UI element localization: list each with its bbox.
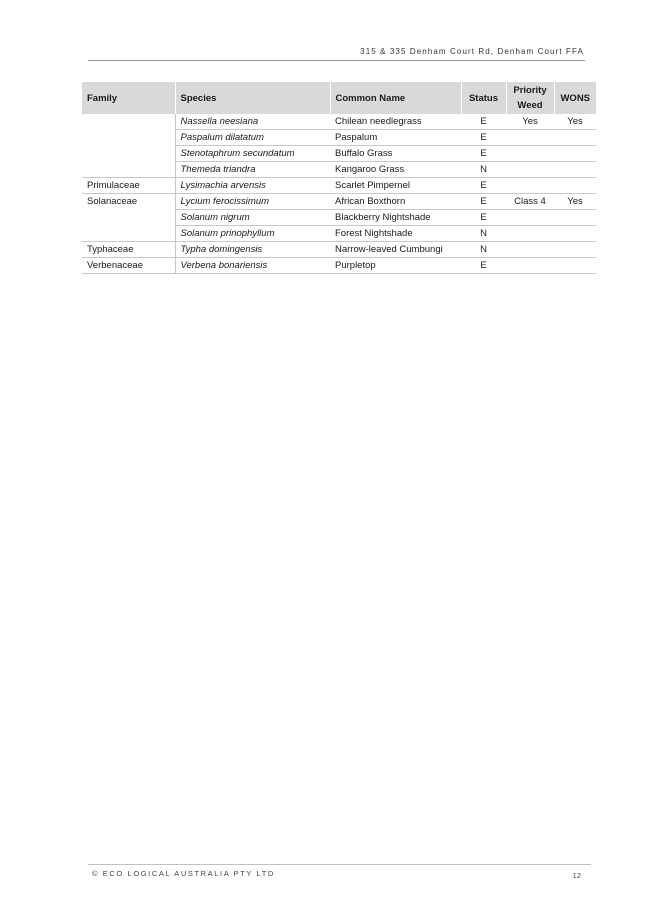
cell-status: N — [461, 162, 506, 178]
table-row — [82, 130, 596, 146]
cell-species: Nassella neesiana — [175, 114, 330, 130]
cell-status: E — [461, 146, 506, 162]
cell-family — [82, 226, 175, 242]
cell-common-name: African Boxthorn — [330, 194, 461, 210]
cell-priority-weed — [506, 162, 554, 178]
column-header-status: Status — [461, 82, 506, 114]
cell-priority-weed: Class 4 — [506, 194, 554, 210]
cell-common-name: Chilean needlegrass — [330, 114, 461, 130]
cell-status: E — [461, 130, 506, 146]
cell-species: Paspalum dilatatum — [175, 130, 330, 146]
cell-family: Typhaceae — [82, 242, 175, 258]
header-divider — [88, 60, 585, 61]
cell-priority-weed — [506, 226, 554, 242]
cell-priority-weed — [506, 258, 554, 274]
cell-priority-weed — [506, 146, 554, 162]
species-table — [82, 82, 596, 274]
page-number: 12 — [572, 871, 581, 880]
table-row — [82, 258, 596, 274]
cell-family — [82, 146, 175, 162]
cell-wons — [554, 130, 596, 146]
table-row — [82, 210, 596, 226]
cell-species: Solanum nigrum — [175, 210, 330, 226]
cell-status: E — [461, 258, 506, 274]
column-header-priority-weed: Priority Weed — [506, 82, 554, 114]
cell-priority-weed — [506, 242, 554, 258]
table-row — [82, 146, 596, 162]
cell-family — [82, 114, 175, 130]
cell-status: E — [461, 114, 506, 130]
cell-species: Lycium ferocissimum — [175, 194, 330, 210]
cell-status: E — [461, 194, 506, 210]
cell-wons — [554, 162, 596, 178]
cell-wons — [554, 258, 596, 274]
cell-priority-weed: Yes — [506, 114, 554, 130]
cell-wons — [554, 226, 596, 242]
cell-common-name: Buffalo Grass — [330, 146, 461, 162]
table-row — [82, 194, 596, 210]
header-title: 315 & 335 Denham Court Rd, Denham Court FFA — [360, 47, 584, 56]
column-header-wons: WONS — [554, 82, 596, 114]
table-row — [82, 178, 596, 194]
cell-family — [82, 210, 175, 226]
cell-status: N — [461, 242, 506, 258]
table-row — [82, 114, 596, 130]
cell-wons — [554, 178, 596, 194]
cell-common-name: Blackberry Nightshade — [330, 210, 461, 226]
cell-species: Verbena bonariensis — [175, 258, 330, 274]
cell-wons — [554, 242, 596, 258]
column-header-family: Family — [82, 82, 175, 114]
cell-priority-weed — [506, 210, 554, 226]
table-header-row — [82, 82, 596, 114]
cell-family: Solanaceae — [82, 194, 175, 210]
cell-species: Lysimachia arvensis — [175, 178, 330, 194]
cell-common-name: Scarlet Pimpernel — [330, 178, 461, 194]
table-row — [82, 242, 596, 258]
cell-species: Themeda triandra — [175, 162, 330, 178]
cell-priority-weed — [506, 178, 554, 194]
cell-common-name: Forest Nightshade — [330, 226, 461, 242]
table-row — [82, 162, 596, 178]
cell-family — [82, 162, 175, 178]
cell-species: Stenotaphrum secundatum — [175, 146, 330, 162]
cell-wons: Yes — [554, 194, 596, 210]
cell-status: E — [461, 178, 506, 194]
cell-species: Solanum prinophyllum — [175, 226, 330, 242]
cell-status: N — [461, 226, 506, 242]
table-row — [82, 226, 596, 242]
cell-priority-weed — [506, 130, 554, 146]
cell-status: E — [461, 210, 506, 226]
cell-common-name: Paspalum — [330, 130, 461, 146]
cell-wons — [554, 146, 596, 162]
cell-family — [82, 130, 175, 146]
footer-divider — [88, 864, 591, 865]
column-header-common-name: Common Name — [330, 82, 461, 114]
footer-company: © ECO LOGICAL AUSTRALIA PTY LTD — [92, 869, 275, 878]
cell-species: Typha domingensis — [175, 242, 330, 258]
cell-common-name: Purpletop — [330, 258, 461, 274]
cell-family: Primulaceae — [82, 178, 175, 194]
column-header-species: Species — [175, 82, 330, 114]
cell-wons — [554, 210, 596, 226]
cell-wons: Yes — [554, 114, 596, 130]
cell-common-name: Narrow-leaved Cumbungi — [330, 242, 461, 258]
cell-common-name: Kangaroo Grass — [330, 162, 461, 178]
cell-family: Verbenaceae — [82, 258, 175, 274]
